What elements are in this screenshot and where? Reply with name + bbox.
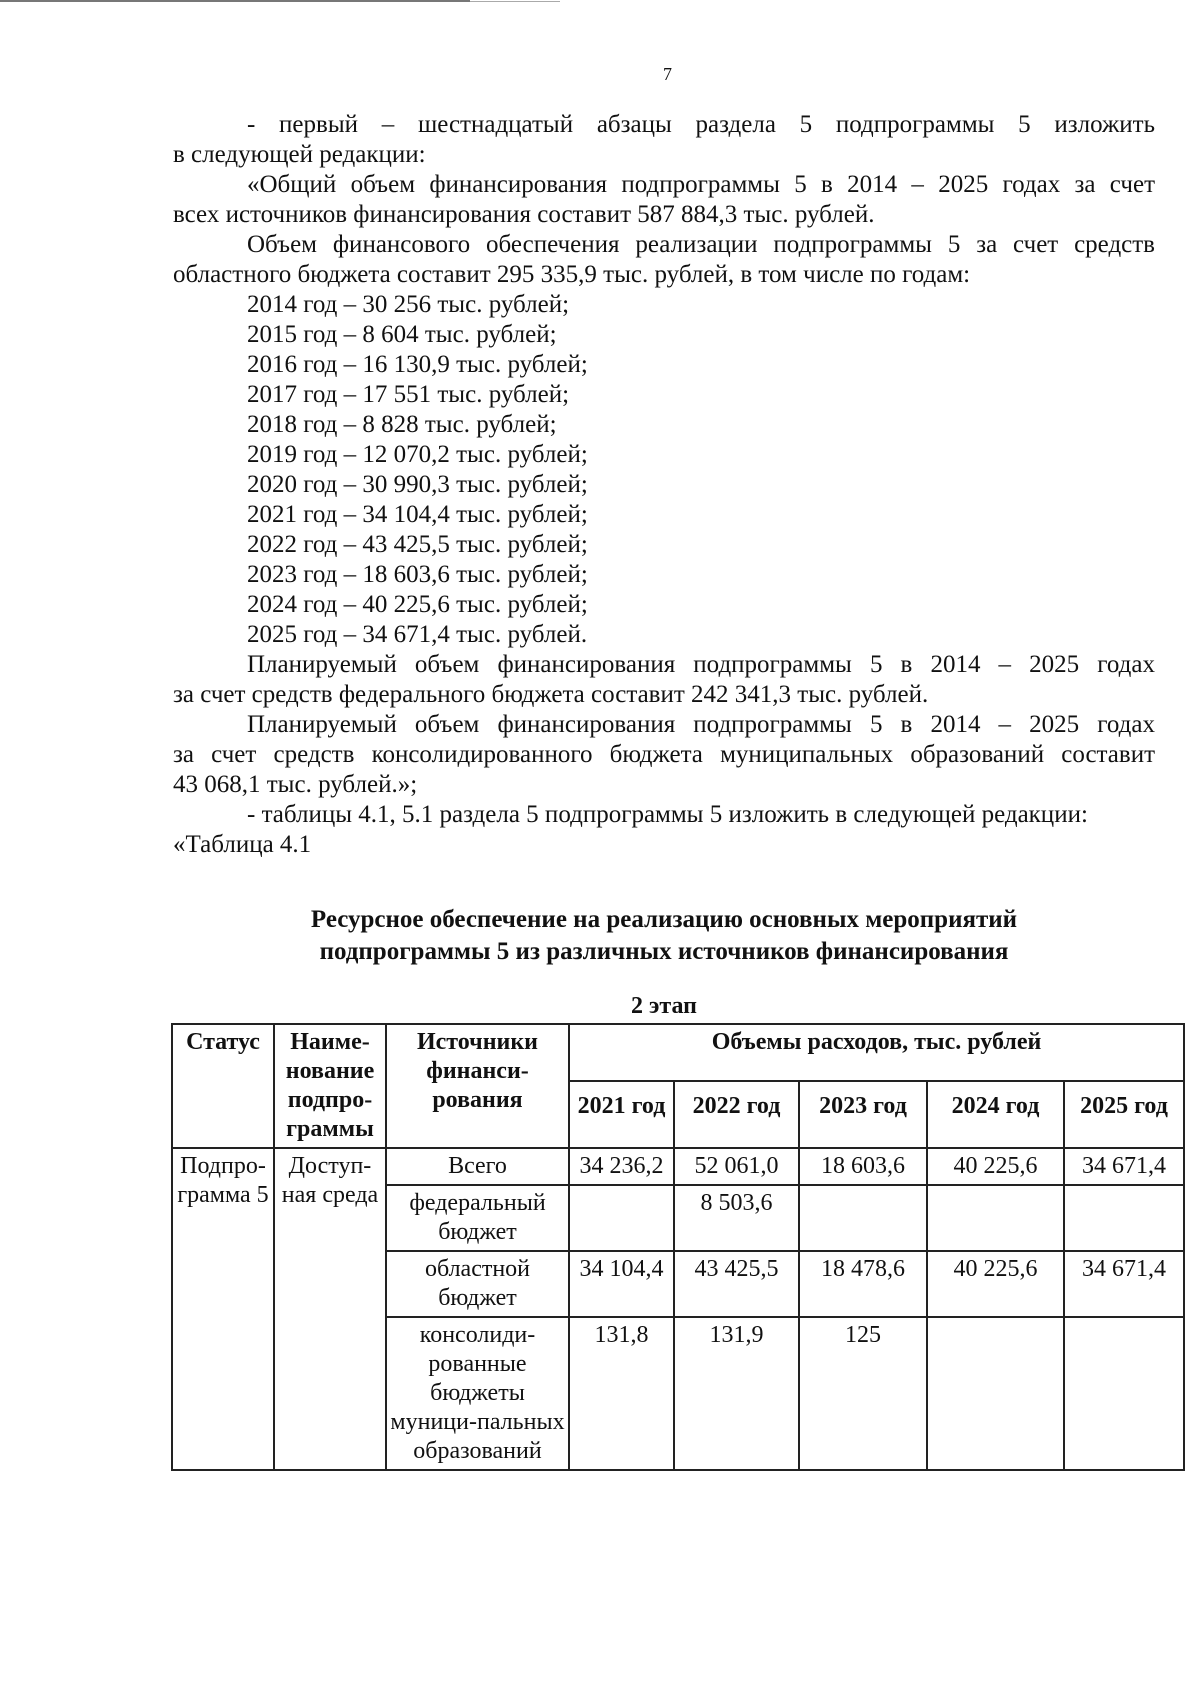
- value-cell: 34 671,4: [1064, 1148, 1184, 1185]
- table-title-line: Ресурсное обеспечение на реализацию основных мероприятий: [310, 906, 1018, 933]
- header-year: 2022 год: [674, 1081, 799, 1148]
- year-line: 2024 год – 40 225,6 тыс. рублей;: [247, 591, 588, 618]
- intro-paragraph-end: в следующей редакции:: [173, 141, 426, 168]
- table-title-line: подпрограммы 5 из различных источников финансирования: [319, 938, 1009, 965]
- federal-paragraph-end: за счет средств федерального бюджета составит 242 341,3 тыс. рублей.: [173, 681, 929, 708]
- table-row: [172, 1148, 1184, 1185]
- header-year: 2021 год: [569, 1081, 674, 1148]
- value-cell: [927, 1185, 1064, 1251]
- value-cell: 52 061,0: [674, 1148, 799, 1185]
- value-cell: 40 225,6: [927, 1251, 1064, 1317]
- value-cell: 18 603,6: [799, 1148, 927, 1185]
- header-source: Источники финанси-рования: [386, 1024, 569, 1148]
- quote-paragraph-1: «Общий объем финансирования подпрограммы 5 в 2014 – 2025 годах за счет: [247, 171, 1155, 198]
- year-line: 2022 год – 43 425,5 тыс. рублей;: [247, 531, 588, 558]
- quote-paragraph-2-end: областного бюджета составит 295 335,9 тыс. рублей, в том числе по годам:: [173, 261, 971, 288]
- name-cell: Доступ-ная среда: [274, 1148, 386, 1470]
- table-label: «Таблица 4.1: [173, 831, 312, 858]
- year-line: 2016 год – 16 130,9 тыс. рублей;: [247, 351, 588, 378]
- value-cell: [1064, 1185, 1184, 1251]
- tables-paragraph: - таблицы 4.1, 5.1 раздела 5 подпрограммы 5 изложить в следующей редакции:: [247, 801, 1088, 828]
- header-year: 2025 год: [1064, 1081, 1184, 1148]
- quote-paragraph-2: Объем финансового обеспечения реализации подпрограммы 5 за счет средств: [247, 231, 1155, 258]
- consolidated-paragraph: Планируемый объем финансирования подпрограммы 5 в 2014 – 2025 годах: [247, 711, 1155, 738]
- value-cell: 131,9: [674, 1317, 799, 1470]
- page-number: 7: [663, 64, 672, 84]
- value-cell: [799, 1185, 927, 1251]
- value-cell: 34 236,2: [569, 1148, 674, 1185]
- value-cell: 43 425,5: [674, 1251, 799, 1317]
- value-cell: [927, 1317, 1064, 1470]
- value-cell: 8 503,6: [674, 1185, 799, 1251]
- scan-edge-line: [470, 1, 560, 2]
- value-cell: 40 225,6: [927, 1148, 1064, 1185]
- source-cell: областной бюджет: [386, 1251, 569, 1317]
- table-title: [173, 904, 1155, 968]
- status-cell: Подпро-грамма 5: [172, 1148, 274, 1470]
- federal-paragraph: Планируемый объем финансирования подпрограммы 5 в 2014 – 2025 годах: [247, 651, 1155, 678]
- value-cell: 34 104,4: [569, 1251, 674, 1317]
- header-year: 2024 год: [927, 1081, 1064, 1148]
- year-line: 2025 год – 34 671,4 тыс. рублей.: [247, 621, 588, 648]
- year-line: 2015 год – 8 604 тыс. рублей;: [247, 321, 557, 348]
- header-volumes: Объемы расходов, тыс. рублей: [569, 1024, 1184, 1081]
- document-body: [173, 110, 1155, 860]
- value-cell: 34 671,4: [1064, 1251, 1184, 1317]
- value-cell: [1064, 1317, 1184, 1470]
- value-cell: 131,8: [569, 1317, 674, 1470]
- value-cell: 18 478,6: [799, 1251, 927, 1317]
- source-cell: консолиди-рованные бюджеты муници-пальных образований: [386, 1317, 569, 1470]
- year-line: 2021 год – 34 104,4 тыс. рублей;: [247, 501, 588, 528]
- value-cell: [569, 1185, 674, 1251]
- year-line: 2017 год – 17 551 тыс. рублей;: [247, 381, 570, 408]
- year-line: 2014 год – 30 256 тыс. рублей;: [247, 291, 570, 318]
- intro-paragraph: - первый – шестнадцатый абзацы раздела 5 подпрограммы 5 изложить: [247, 111, 1155, 138]
- header-status: Статус: [172, 1024, 274, 1148]
- year-line: 2019 год – 12 070,2 тыс. рублей;: [247, 441, 588, 468]
- quote-paragraph-1-end: всех источников финансирования составит 587 884,3 тыс. рублей.: [173, 201, 875, 228]
- consolidated-paragraph-end: 43 068,1 тыс. рублей.»;: [173, 771, 418, 798]
- source-cell: Всего: [386, 1148, 569, 1185]
- value-cell: 125: [799, 1317, 927, 1470]
- consolidated-paragraph-middle: за счет средств консолидированного бюджета муниципальных образований составит: [173, 741, 1155, 768]
- year-line: 2020 год – 30 990,3 тыс. рублей;: [247, 471, 588, 498]
- year-line: 2023 год – 18 603,6 тыс. рублей;: [247, 561, 588, 588]
- scan-edge-line: [0, 0, 470, 2]
- header-name: Наиме-нование подпро-граммы: [274, 1024, 386, 1148]
- year-line: 2018 год – 8 828 тыс. рублей;: [247, 411, 557, 438]
- source-cell: федеральный бюджет: [386, 1185, 569, 1251]
- table-header-row: [172, 1024, 1184, 1081]
- resource-table: [171, 1023, 1185, 1471]
- stage-label: 2 этап: [631, 993, 697, 1019]
- header-year: 2023 год: [799, 1081, 927, 1148]
